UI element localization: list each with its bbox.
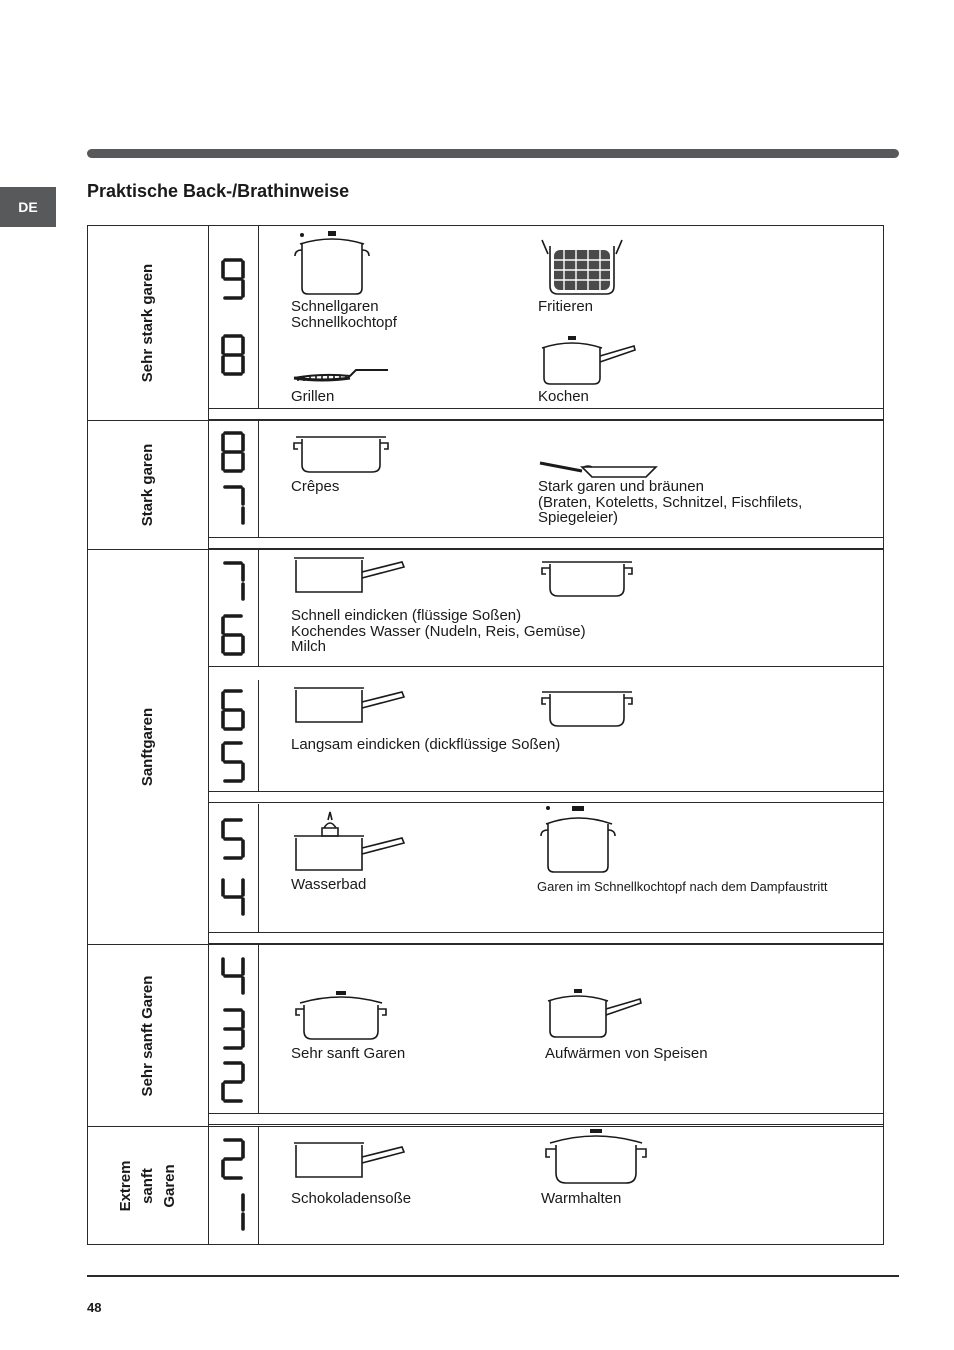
power-digit-7 — [220, 560, 246, 604]
section-extrem-sanft-garen — [87, 1126, 884, 1245]
caption — [291, 299, 397, 330]
water-bath-icon — [292, 808, 408, 872]
power-row — [208, 226, 883, 408]
section-side — [88, 550, 209, 944]
page-number: 48 — [87, 1300, 102, 1315]
caption-line: Wasserbad — [291, 876, 367, 893]
caption — [538, 389, 589, 405]
power-digits — [208, 1127, 259, 1244]
power-digits — [208, 226, 259, 408]
caption — [291, 1046, 405, 1062]
power-row — [208, 1127, 883, 1244]
pressure-cooker-icon — [538, 804, 620, 874]
shallow-casserole-icon — [538, 690, 636, 730]
separator-strip — [208, 408, 883, 420]
caption-line: Stark garen und bräunen — [538, 478, 704, 495]
top-rule — [87, 149, 899, 158]
caption-line: Kochendes Wasser (Nudeln, Reis, Gemüse) — [291, 622, 586, 640]
caption-line: Schnellgaren — [291, 298, 379, 315]
section-side — [88, 226, 209, 420]
section-side — [88, 1127, 209, 1244]
power-digit-3 — [220, 1007, 246, 1051]
page-heading: Praktische Back-/Brathinweise — [87, 181, 350, 201]
power-row — [208, 550, 883, 667]
section-sanftgaren — [87, 549, 884, 945]
power-digits — [208, 421, 259, 537]
power-digit-4 — [220, 875, 246, 919]
power-digit-9 — [220, 257, 246, 301]
casserole-icon — [292, 435, 390, 475]
section-label-line: sanft — [139, 1167, 156, 1204]
bottom-rule — [87, 1275, 899, 1277]
power-digit-8 — [220, 333, 246, 377]
caption — [545, 1046, 708, 1062]
power-digit-5 — [220, 817, 246, 861]
power-digit-2 — [220, 1137, 246, 1181]
caption-line: Kochen — [538, 388, 589, 405]
caption-line: Grillen — [291, 388, 335, 405]
section-side — [88, 945, 209, 1126]
section-label: Stark garen — [139, 443, 156, 527]
section-label: Sehr sanft Garen — [139, 975, 156, 1096]
casserole-with-lid-icon — [292, 989, 390, 1043]
caption — [291, 479, 339, 495]
caption — [291, 737, 560, 753]
section-stark-garen — [87, 420, 884, 550]
caption-line: Sehr sanft Garen — [291, 1045, 406, 1062]
section-sehr-sanft-garen — [87, 944, 884, 1127]
caption-line: Spiegeleier) — [538, 509, 619, 526]
caption-line: Milch — [291, 638, 327, 655]
power-row — [208, 945, 883, 1113]
caption-line: Garen im Schnellkochtopf nach dem Dampfaustritt — [537, 879, 828, 894]
power-digit-8 — [220, 430, 246, 474]
caption — [538, 479, 802, 526]
caption-line: Aufwärmen von Speisen — [545, 1045, 708, 1062]
section-sehr-stark-garen — [87, 225, 884, 421]
caption — [291, 877, 366, 893]
large-casserole-with-lid-icon — [540, 1127, 652, 1187]
caption-line: Schnellkochtopf — [291, 313, 397, 331]
power-digit-6 — [220, 613, 246, 657]
caption-line: Schokoladensoße — [291, 1190, 412, 1207]
caption-line: Schnell eindicken (flüssige Soßen) — [291, 607, 522, 624]
section-label — [115, 1160, 181, 1211]
power-digit-1 — [220, 1190, 246, 1234]
power-row — [208, 804, 883, 932]
grill-pan-icon — [292, 364, 392, 386]
power-digits — [208, 945, 259, 1113]
separator-strip — [208, 932, 883, 944]
separator-strip — [208, 791, 883, 803]
caption — [537, 879, 827, 895]
caption-line: (Braten, Koteletts, Schnitzel, Fischfilets, — [538, 493, 803, 511]
power-digit-7 — [220, 484, 246, 528]
caption-line: Fritieren — [538, 298, 594, 315]
saucepan-icon — [292, 686, 408, 726]
section-label-line: Extrem — [117, 1160, 134, 1211]
saucepan-icon — [292, 556, 408, 596]
power-digits — [208, 680, 259, 792]
section-side — [88, 421, 209, 549]
power-digits — [208, 804, 259, 932]
stockpot-with-lid-icon — [292, 228, 372, 296]
caption — [291, 608, 586, 655]
separator-strip — [208, 1113, 883, 1125]
shallow-casserole-icon — [538, 560, 636, 600]
separator-strip — [208, 537, 883, 549]
power-row — [208, 680, 883, 792]
power-row — [208, 421, 883, 537]
caption — [291, 389, 334, 405]
fryer-basket-icon — [538, 238, 626, 296]
frying-pan-icon — [538, 457, 660, 479]
saucepan-with-lid-icon — [538, 336, 638, 386]
caption-line: Langsam eindicken (dickflüssige Soßen) — [291, 736, 561, 753]
power-digits — [208, 550, 259, 666]
caption — [538, 299, 593, 315]
saucepan-icon — [292, 1141, 408, 1181]
saucepan-with-lid-icon — [544, 989, 644, 1039]
section-label: Sanftgaren — [139, 707, 156, 787]
power-digit-6 — [220, 688, 246, 732]
caption — [541, 1191, 621, 1207]
caption-line: Warmhalten — [541, 1190, 622, 1207]
caption-line: Crêpes — [291, 478, 340, 495]
power-digit-4 — [220, 954, 246, 998]
caption — [291, 1191, 411, 1207]
power-digit-5 — [220, 740, 246, 784]
section-label: Sehr stark garen — [139, 263, 156, 383]
power-digit-2 — [220, 1060, 246, 1104]
language-tab: DE — [0, 187, 56, 227]
section-label-line: Garen — [161, 1163, 178, 1208]
